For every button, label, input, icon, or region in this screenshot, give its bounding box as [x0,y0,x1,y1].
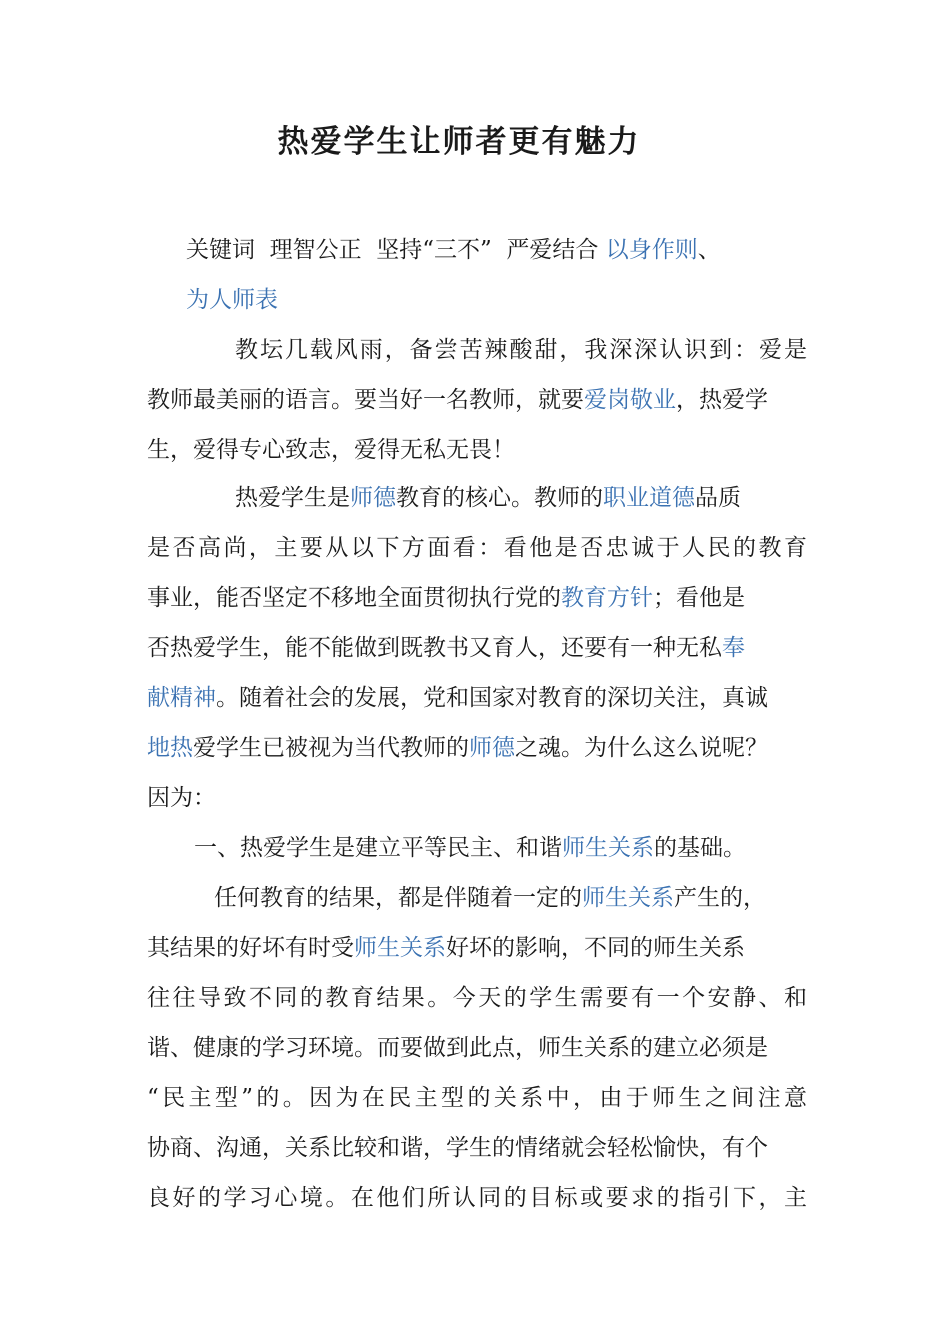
keywords-separator: 、 [697,237,721,263]
p2-line-1-tail: 品质 [695,485,741,511]
link-shishengguanxi-3[interactable]: 师生关系 [354,935,446,961]
p1-line-3: 生，爱得专心致志，爱得无私无畏！ [147,437,515,463]
p2-line-2: 是否高尚，主要从以下方面看：看他是否忠诚于人民的教育 [147,535,807,561]
section-heading-1-text: 一、热爱学生是建立平等民主、和谐 [194,835,562,861]
p3-line-1-tail: 产生的， [674,885,766,911]
link-fengxianjingshen-part1[interactable]: 奉 [722,635,745,661]
keyword-link-weirenshibiao[interactable]: 为人师表 [186,287,278,313]
p1-line-1: 教坛几载风雨，备尝苦辣酸甜，我深深认识到：爱是 [235,337,807,363]
p2-line-1-text: 热爱学生是 [235,485,350,511]
p2-line-1-mid: 教育的核心。教师的 [396,485,603,511]
p1-line-2-text: 教师最美丽的语言。要当好一名教师，就要 [147,387,584,413]
p2-line-6 [147,730,807,766]
p3-line-1-text: 任何教育的结果，都是伴随着一定的 [214,885,582,911]
link-jiaoyufangzhen[interactable]: 教育方针 [561,585,653,611]
document-title: 热爱学生让师者更有魅力 [277,124,641,160]
p2-line-5-text: 。随着社会的发展，党和国家对教育的深切关注，真诚 [216,685,768,711]
p2-line-3 [147,580,807,616]
p2-line-6-text: 爱学生已被视为当代教师的 [193,735,469,761]
p3-line-4: 谐、健康的学习环境。而要做到此点，师生关系的建立必须是 [147,1035,768,1061]
keywords-line-2 [186,282,846,318]
p3-line-7: 良好的学习心境。在他们所认同的目标或要求的指引下，主 [147,1185,807,1211]
p3-line-5: “民主型”的。因为在民主型的关系中，由于师生之间注意 [147,1085,807,1111]
p2-line-4 [147,630,807,666]
keyword-link-yishenzuoze[interactable]: 以身作则 [605,237,698,263]
link-shishengguanxi-2[interactable]: 师生关系 [582,885,674,911]
p2-line-1 [235,480,807,516]
link-fengxianjingshen-part2[interactable]: 献精神 [147,685,216,711]
p2-line-5 [147,680,807,716]
section-heading-1-tail: 的基础。 [654,835,746,861]
p1-line-2-tail: ，热爱学 [676,387,768,413]
p2-line-3-text: 事业，能否坚定不移地全面贯彻执行党的 [147,585,561,611]
link-shishengguanxi[interactable]: 师生关系 [562,835,654,861]
link-zhiyedaode[interactable]: 职业道德 [603,485,695,511]
section-heading-1 [194,830,814,866]
p3-line-2-text: 其结果的好坏有时受 [147,935,354,961]
keywords-line [186,232,816,268]
keywords-text: 关键词 理智公正 坚持“三不” 严爱结合 [186,237,606,263]
link-dire[interactable]: 地热 [147,735,193,761]
p3-line-6: 协商、沟通，关系比较和谐，学生的情绪就会轻松愉快，有个 [147,1135,768,1161]
p3-line-3: 往往导致不同的教育结果。今天的学生需要有一个安静、和 [147,985,807,1011]
link-shide-2[interactable]: 师德 [469,735,515,761]
p1-line-2 [147,382,807,418]
link-aigangjingye[interactable]: 爱岗敬业 [584,387,676,413]
p2-line-3-tail: ；看他是 [653,585,745,611]
p2-line-6-tail: 之魂。为什么这么说呢？ [515,735,768,761]
p2-line-7: 因为： [147,785,216,811]
link-shide[interactable]: 师德 [350,485,396,511]
p2-line-4-text: 否热爱学生，能不能做到既教书又育人，还要有一种无私 [147,635,722,661]
p3-line-1 [214,880,807,916]
p3-line-2-tail: 好坏的影响，不同的师生关系 [446,935,745,961]
p3-line-2 [147,930,807,966]
